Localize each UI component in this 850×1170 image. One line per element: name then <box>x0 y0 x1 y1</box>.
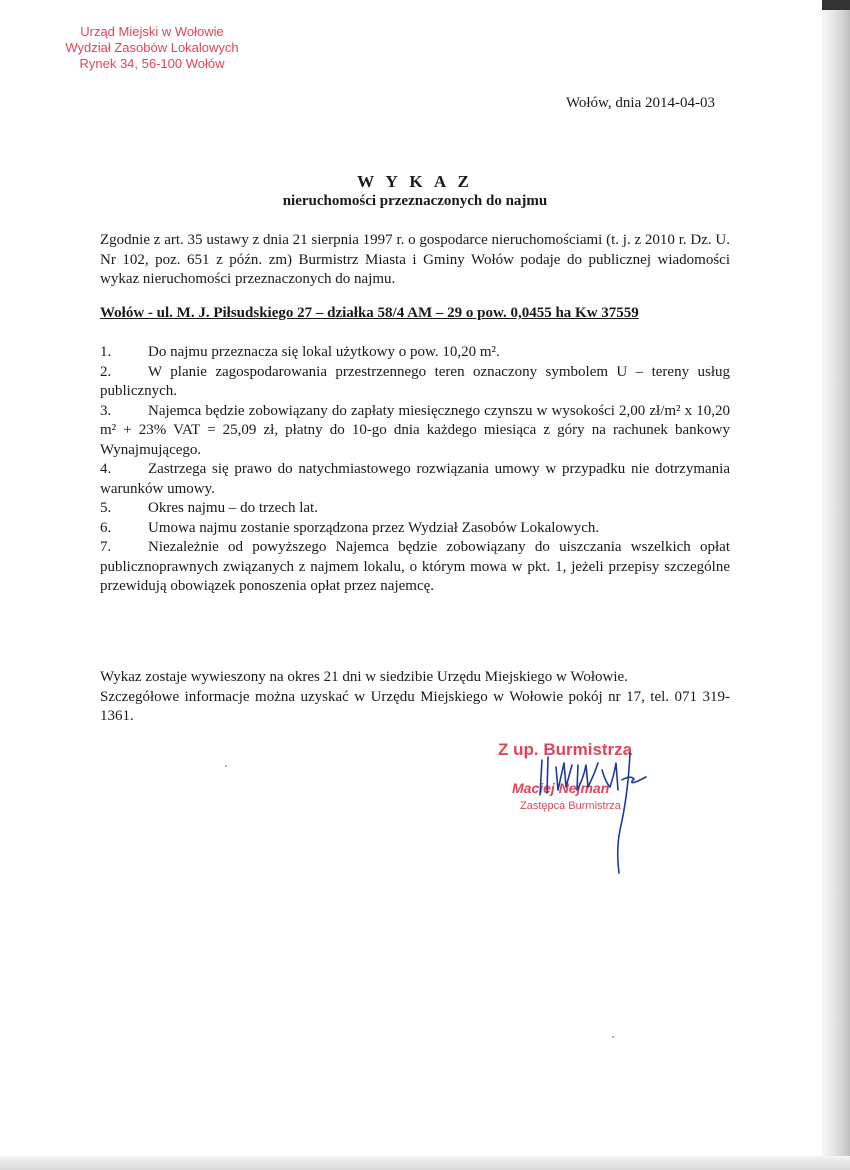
office-stamp-line: Wydział Zasobów Lokalowych <box>65 40 239 55</box>
office-stamp <box>52 24 252 72</box>
office-stamp-line: Rynek 34, 56-100 Wołów <box>79 56 225 71</box>
item-number: 7. <box>100 539 112 555</box>
item-text: W planie zagospodarowania przestrzennego teren oznaczony symbolem U – tereny usług publicznych. <box>100 363 730 399</box>
scan-speck <box>612 1036 614 1038</box>
document-date: Wołów, dnia 2014-04-03 <box>565 95 715 111</box>
closing-paragraph <box>100 668 730 727</box>
item-number: 2. <box>100 363 112 380</box>
list-item <box>100 363 730 402</box>
list-item <box>100 519 730 539</box>
list-item <box>100 460 730 499</box>
item-number: 4. <box>100 461 112 477</box>
closing-line: Szczegółowe informacje można uzyskać w Urzędu Miejskiego w Wołowie pokój nr 17, tel. 071 319-1361. <box>100 688 730 724</box>
list-item <box>100 402 730 461</box>
item-text: Okres najmu – do trzech lat. <box>148 500 318 516</box>
item-text: Zastrzega się prawo do natychmiastowego rozwiązania umowy w przypadku nie dotrzymania warunków umowy. <box>100 461 730 497</box>
item-number: 6. <box>100 519 112 536</box>
document-title: W Y K A Z <box>357 172 473 191</box>
scan-speck <box>225 765 227 767</box>
item-number: 1. <box>100 344 112 360</box>
list-item <box>100 499 730 519</box>
item-text: Niezależnie od powyższego Najemca będzie zobowiązany do uiszczania wszelkich opłat publicznoprawnych związanych z najmem lokalu, o którym mowa w pkt. 1, jeżeli przepisy szczególne przewidują obowiązek ponoszenia opłat przez najemcę. <box>100 539 730 594</box>
scan-edge <box>822 0 850 1170</box>
intro-paragraph: Zgodnie z art. 35 ustawy z dnia 21 sierpnia 1997 r. o gospodarce nieruchomościami (t. j. z 2010 r. Dz. U. Nr 102, poz. 651 z późn. zm) Burmistrz Miasta i Gminy Wołów podaje do publicznej wiadomości wykaz nieruchomości przeznaczonych do najmu. <box>100 232 730 287</box>
signature-stamp-line: Zastępca Burmistrza <box>520 800 621 812</box>
item-number: 3. <box>100 402 112 419</box>
signature-stamp-line: Maciej Nejman <box>512 780 610 796</box>
conditions-list <box>100 343 730 597</box>
list-item <box>100 538 730 597</box>
item-number: 5. <box>100 500 112 516</box>
property-heading: Wołów - ul. M. J. Piłsudskiego 27 – działka 58/4 AM – 29 o pow. 0,0455 ha Kw 37559 <box>100 305 639 321</box>
closing-line: Wykaz zostaje wywieszony na okres 21 dni w siedzibie Urzędu Miejskiego w Wołowie. <box>100 669 628 685</box>
scan-corner-mark <box>822 0 850 10</box>
signature-stamp-line: Z up. Burmistrza <box>498 740 633 759</box>
item-text: Umowa najmu zostanie sporządzona przez Wydział Zasobów Lokalowych. <box>148 519 600 536</box>
scan-edge <box>0 1156 850 1170</box>
item-text: Najemca będzie zobowiązany do zapłaty miesięcznego czynszu w wysokości 2,00 zł/m² x 10,20 m² + 23% VAT = 25,09 zł, płatny do 10-go dnia każdego miesiąca z góry na rachunek bankowy Wynajmującego. <box>100 402 730 458</box>
office-stamp-line: Urząd Miejski w Wołowie <box>80 24 224 39</box>
document-subtitle: nieruchomości przeznaczonych do najmu <box>282 193 548 209</box>
list-item <box>100 343 730 363</box>
handwritten-signature <box>520 735 680 885</box>
item-text: Do najmu przeznacza się lokal użytkowy o pow. 10,20 m². <box>148 344 500 360</box>
